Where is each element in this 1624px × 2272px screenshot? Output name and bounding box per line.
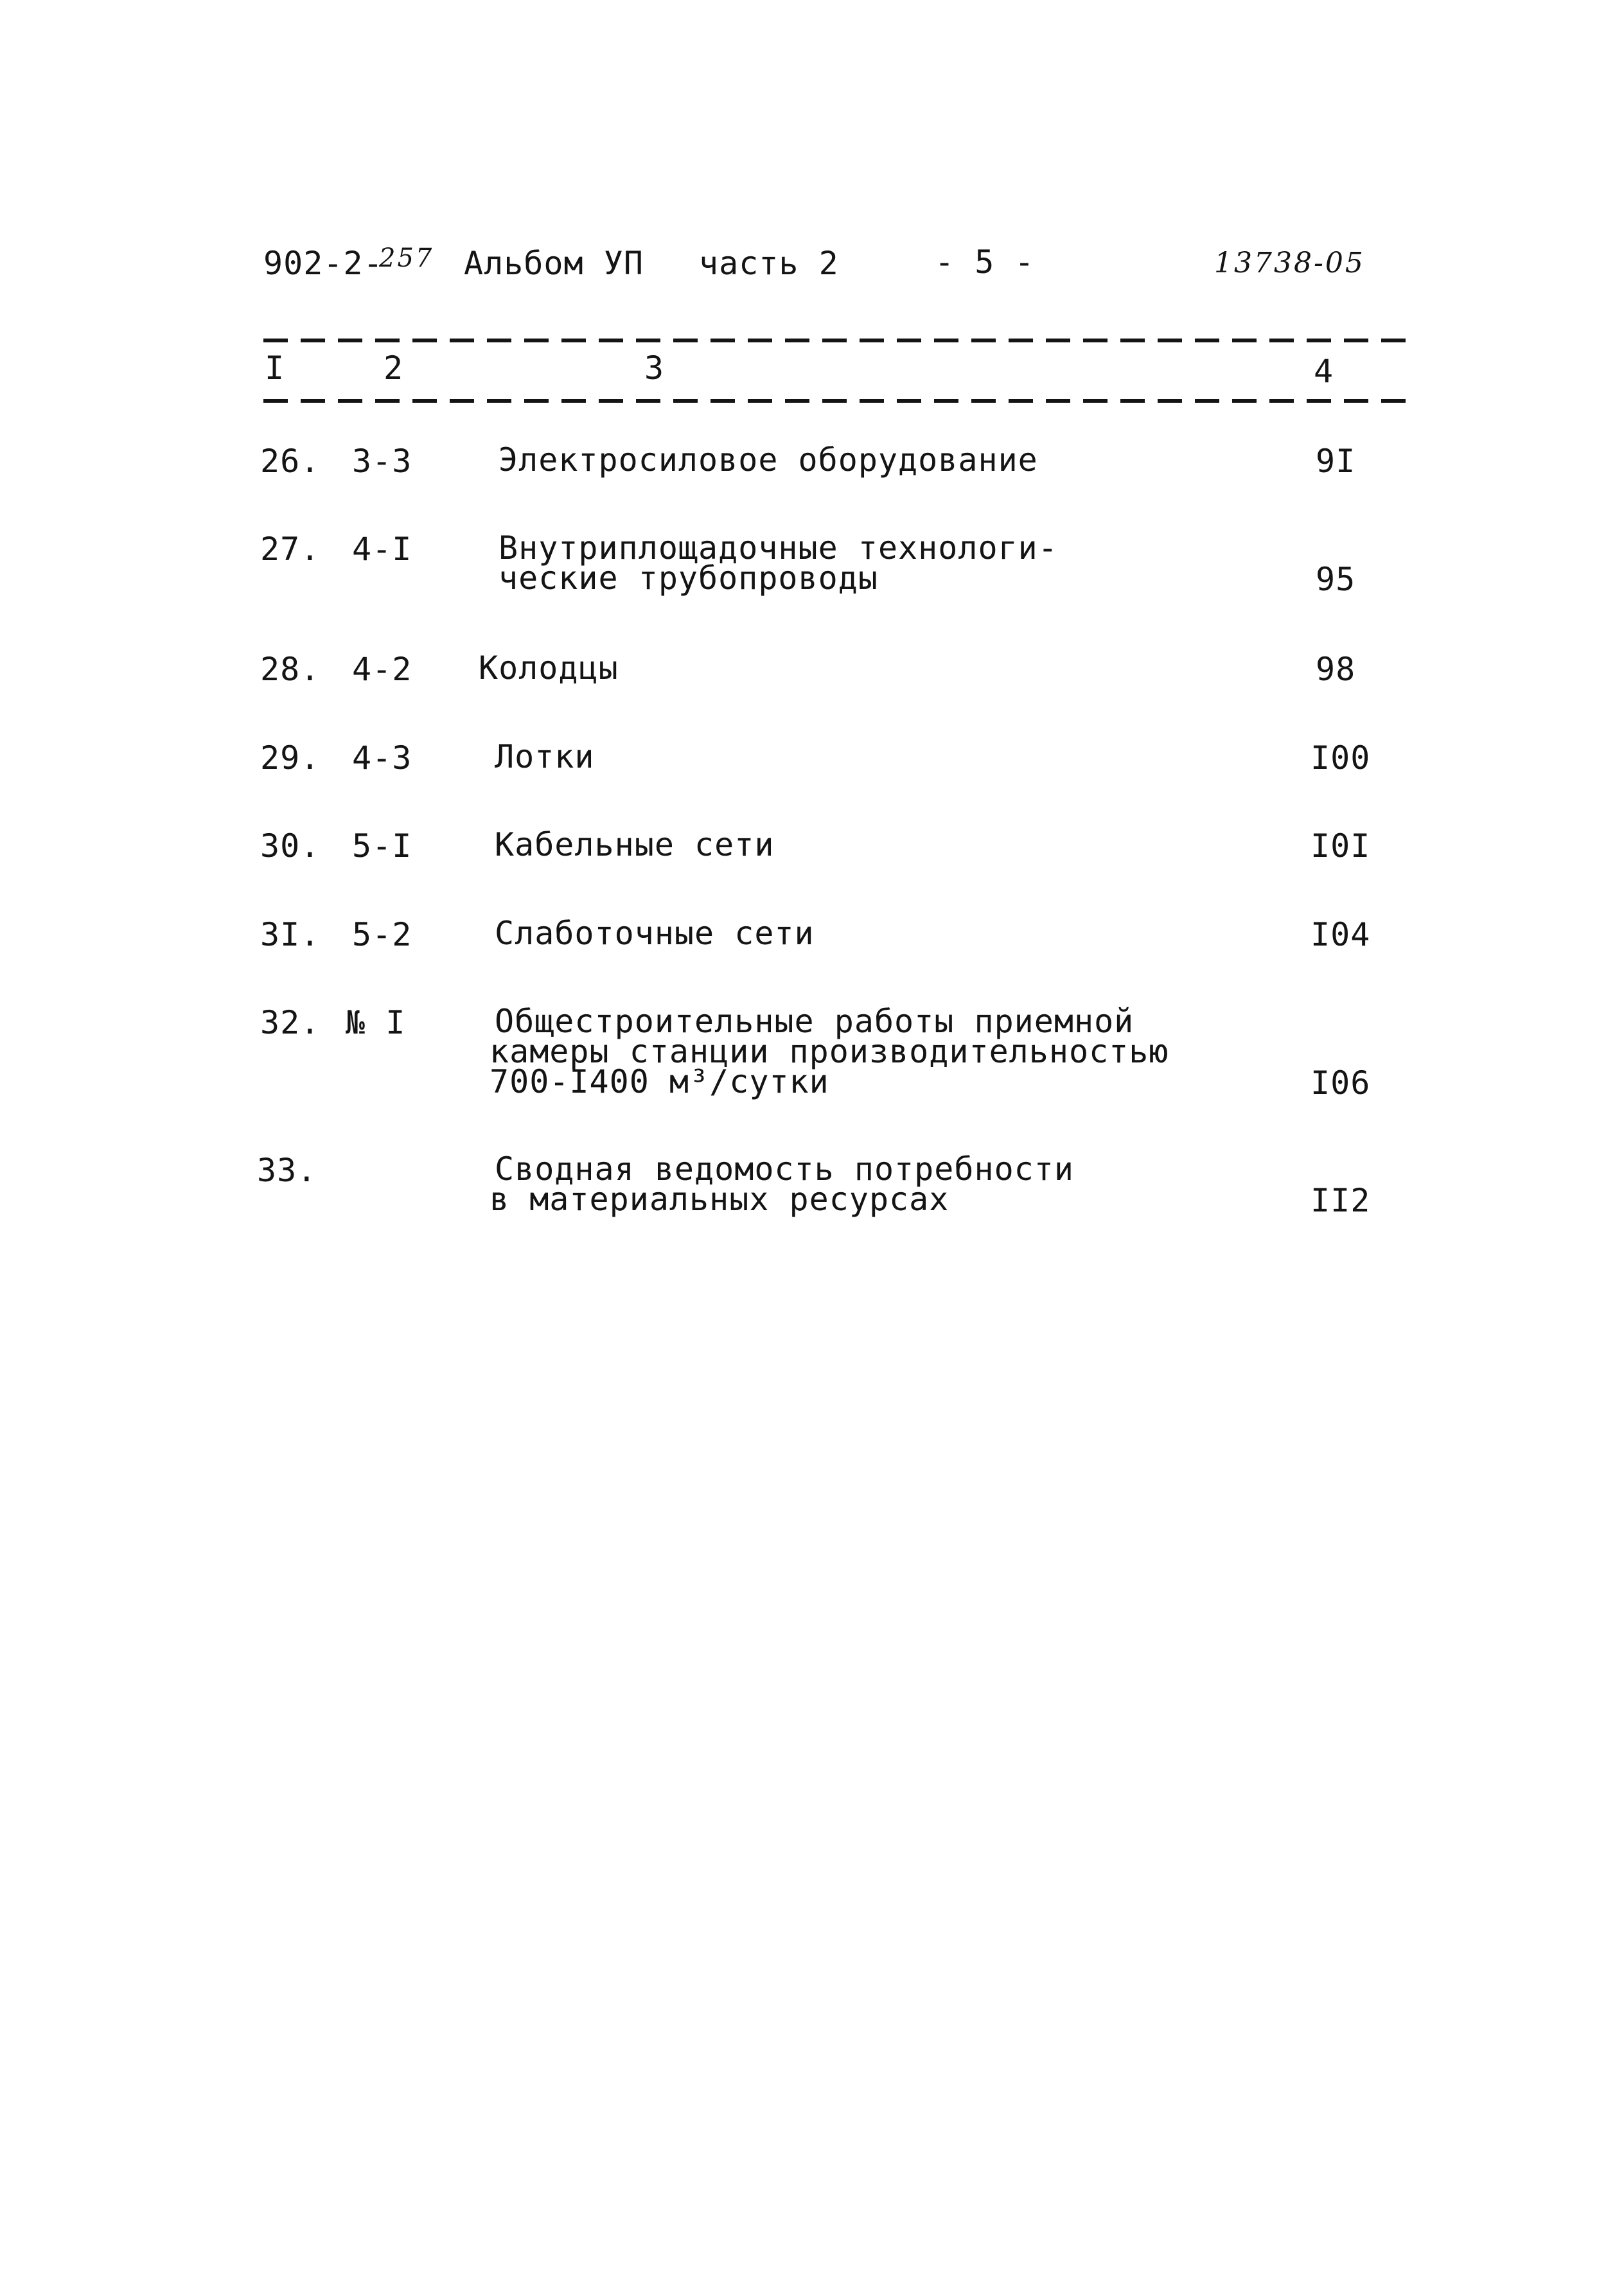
column-header-1: I <box>265 349 285 387</box>
row-page: II2 <box>1311 1182 1371 1219</box>
row-page: I00 <box>1311 739 1371 777</box>
row-description-line: камеры станции производительностью <box>490 1033 1169 1070</box>
row-mark: № I <box>346 1004 406 1041</box>
row-description-line: Электросиловое оборудование <box>499 441 1038 479</box>
row-description-line: в материальных ресурсах <box>490 1181 949 1218</box>
row-description-line: 700-I400 м³/сутки <box>490 1063 829 1100</box>
row-page: I0I <box>1311 827 1371 865</box>
row-description-line: Сводная ведомость потребности <box>495 1150 1074 1188</box>
row-description-line: Слаботочные сети <box>495 915 815 952</box>
row-number: 33. <box>257 1152 317 1189</box>
document-code-handwritten: 257 <box>379 243 434 273</box>
row-description-line: Лотки <box>495 738 595 775</box>
page-number: - 5 - <box>935 243 1035 281</box>
row-description-line: Общестроительные работы приемной <box>495 1003 1134 1040</box>
row-page: 9I <box>1316 443 1356 480</box>
column-header-4: 4 <box>1314 353 1334 390</box>
row-mark: 5-I <box>352 827 412 865</box>
row-page: I06 <box>1311 1064 1371 1102</box>
row-description-line: Кабельные сети <box>495 826 775 863</box>
row-description-line: Колодцы <box>479 649 619 687</box>
dashed-separator-bottom <box>263 399 1407 403</box>
row-mark: 4-2 <box>352 651 412 688</box>
part-label: часть 2 <box>699 245 839 282</box>
row-number: 28. <box>260 651 321 688</box>
archive-number: 13738-05 <box>1214 247 1365 279</box>
row-number: 30. <box>260 827 321 865</box>
album-label: Альбом УП <box>464 245 644 282</box>
row-mark: 4-3 <box>352 739 412 777</box>
column-header-2: 2 <box>384 349 404 387</box>
row-number: 27. <box>260 531 321 568</box>
document-code: 902-2- <box>263 245 384 282</box>
row-mark: 4-I <box>352 531 412 568</box>
row-page: I04 <box>1311 916 1371 953</box>
row-number: 32. <box>260 1004 321 1041</box>
row-mark: 5-2 <box>352 916 412 953</box>
row-mark: 3-3 <box>352 443 412 480</box>
row-page: 95 <box>1316 561 1356 598</box>
row-number: 29. <box>260 739 321 777</box>
row-page: 98 <box>1316 651 1356 688</box>
row-number: 3I. <box>260 916 321 953</box>
dashed-separator-top <box>263 339 1407 342</box>
column-header-3: 3 <box>644 349 665 387</box>
row-number: 26. <box>260 443 321 480</box>
row-description-line: Внутриплощадочные технологи- <box>499 529 1058 567</box>
row-description-line: ческие трубопроводы <box>499 559 878 597</box>
